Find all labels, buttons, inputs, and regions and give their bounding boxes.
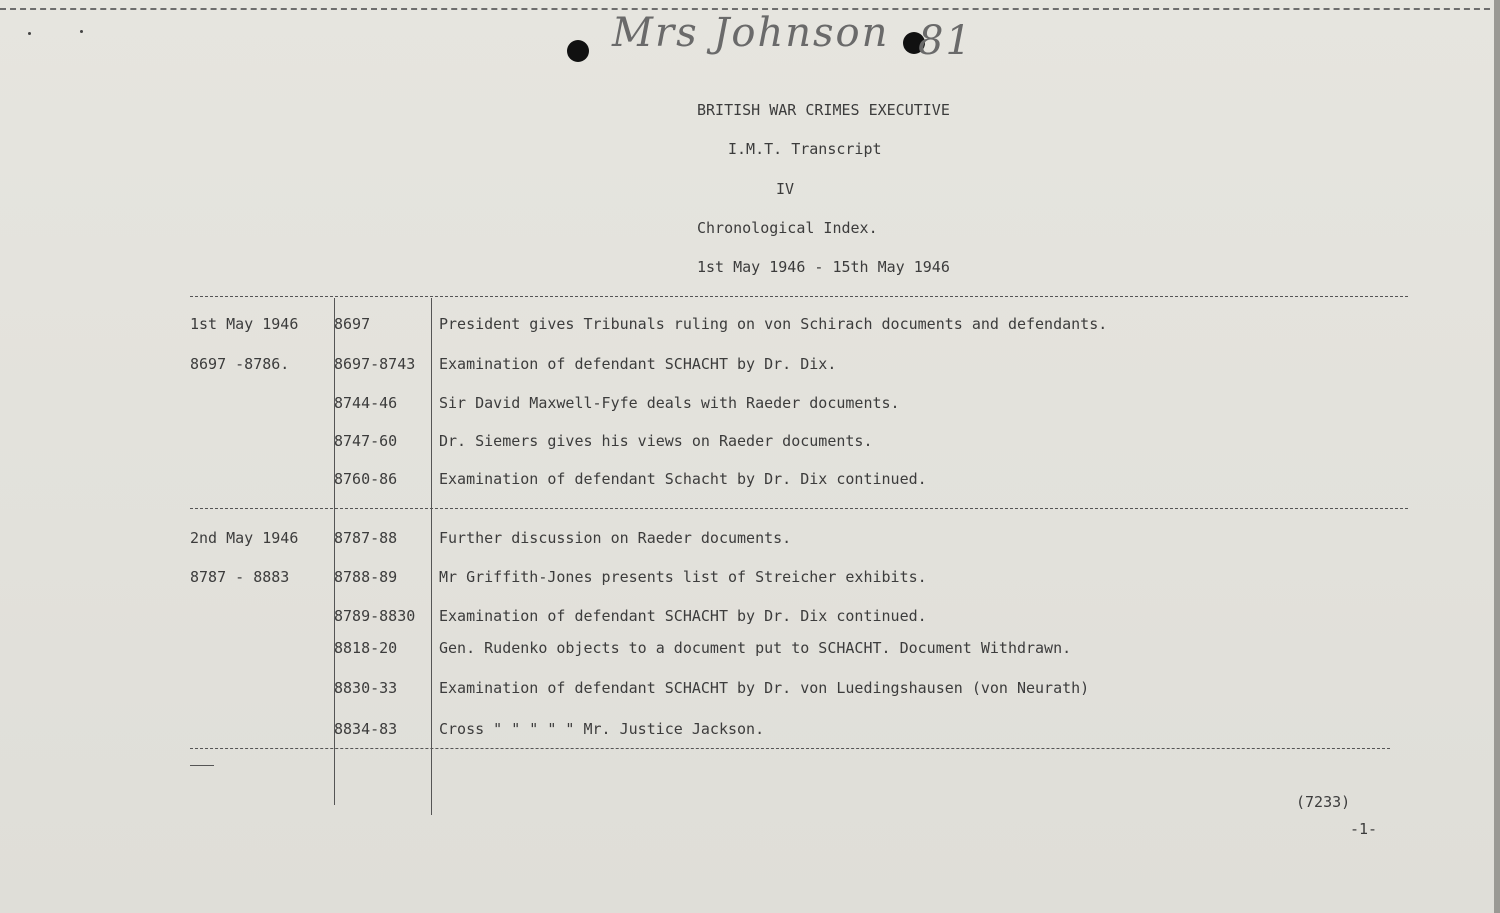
header-volume: IV — [776, 180, 795, 198]
row-date: 1st May 1946 — [190, 315, 299, 333]
row-description: Gen. Rudenko objects to a document put to SCHACHT. Document Withdrawn. — [439, 639, 1072, 657]
row-page: 8787-88 — [334, 529, 398, 547]
row-page: 8697 — [334, 315, 371, 333]
row-date: 2nd May 1946 — [190, 529, 299, 547]
row-page: 8834-83 — [334, 720, 398, 738]
table-bottom-rule — [190, 748, 1390, 749]
row-page: 8789-8830 — [334, 607, 416, 625]
table-top-rule — [190, 296, 1408, 297]
margin-dash — [190, 765, 214, 766]
row-description: Examination of defendant SCHACHT by Dr. Dix continued. — [439, 607, 927, 625]
page-right-edge — [1494, 0, 1500, 913]
row-description: Cross " " " " " Mr. Justice Jackson. — [439, 720, 765, 738]
handwritten-name: Mrs Johnson — [612, 10, 890, 56]
row-page: 8818-20 — [334, 639, 398, 657]
row-description: Examination of defendant SCHACHT by Dr. von Luedingshausen (von Neurath) — [439, 679, 1090, 697]
row-description: Examination of defendant Schacht by Dr. Dix continued. — [439, 470, 927, 488]
row-page: 8697-8743 — [334, 355, 416, 373]
row-description: Further discussion on Raeder documents. — [439, 529, 792, 547]
column-divider-desc — [431, 298, 432, 815]
page-number: -1- — [1350, 820, 1378, 838]
row-page: 8830-33 — [334, 679, 398, 697]
header-transcript: I.M.T. Transcript — [728, 140, 882, 158]
row-description: Mr Griffith-Jones presents list of Streicher exhibits. — [439, 568, 927, 586]
row-description: Sir David Maxwell-Fyfe deals with Raeder documents. — [439, 394, 900, 412]
row-date: 8697 -8786. — [190, 355, 290, 373]
table-middle-rule — [190, 508, 1408, 509]
row-page: 8747-60 — [334, 432, 398, 450]
row-description: Examination of defendant SCHACHT by Dr. Dix. — [439, 355, 837, 373]
document-code: (7233) — [1296, 793, 1351, 811]
row-page: 8788-89 — [334, 568, 398, 586]
row-page: 8744-46 — [334, 394, 398, 412]
row-description: President gives Tribunals ruling on von Schirach documents and defendants. — [439, 315, 1108, 333]
header-organisation: BRITISH WAR CRIMES EXECUTIVE — [697, 101, 950, 119]
row-page: 8760-86 — [334, 470, 398, 488]
row-description: Dr. Siemers gives his views on Raeder documents. — [439, 432, 873, 450]
header-date-range: 1st May 1946 - 15th May 1946 — [697, 258, 950, 276]
paper-speck — [80, 30, 83, 33]
punch-hole-left — [567, 40, 589, 62]
paper-speck — [28, 32, 31, 35]
handwritten-number: 81 — [918, 18, 973, 64]
header-index-title: Chronological Index. — [697, 219, 878, 237]
row-date: 8787 - 8883 — [190, 568, 290, 586]
